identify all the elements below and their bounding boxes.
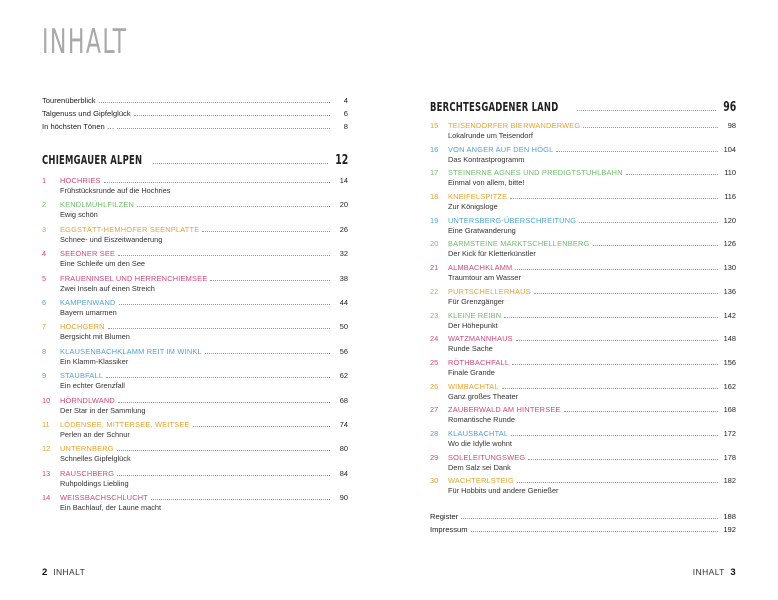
tour-number: 30 — [430, 476, 439, 486]
leader-dots — [528, 459, 718, 460]
tour-entry[interactable] — [430, 382, 736, 401]
tour-number: 12 — [42, 444, 51, 454]
tour-page: 62 — [339, 371, 348, 381]
tour-name: KENDLMÜHLFILZEN — [60, 200, 135, 210]
tour-name: TEISENDORFER BIERWANDERWEG — [448, 121, 581, 130]
tour-number: 21 — [430, 263, 439, 273]
leader-dots — [108, 328, 330, 329]
tour-entry[interactable] — [42, 420, 348, 439]
tour-name: UNTERSBERG-ÜBERSCHREITUNG — [448, 215, 577, 225]
leader-dots — [118, 255, 330, 256]
tour-subtitle: Ein Bachlauf, der Laune macht — [60, 503, 162, 513]
leader-dots — [117, 475, 330, 476]
tour-entry[interactable] — [430, 239, 736, 258]
tour-entry[interactable] — [430, 168, 736, 187]
berchtesgaden-list — [430, 121, 736, 495]
tour-subtitle: Das Kontrastprogramm — [448, 154, 525, 164]
chiemgau-list — [42, 176, 348, 512]
tour-number: 22 — [430, 286, 439, 296]
leader-dots — [117, 128, 330, 129]
leader-dots — [151, 499, 330, 500]
tour-page: 74 — [339, 419, 348, 429]
tour-entry[interactable] — [42, 444, 348, 463]
tour-subtitle: Der Höhepunkt — [448, 320, 498, 330]
tour-page: 172 — [723, 428, 736, 438]
tour-name: WATZMANNHAUS — [448, 334, 513, 344]
page-number: 3 — [730, 567, 736, 578]
left-column — [42, 96, 348, 517]
toc-row[interactable] — [430, 512, 736, 522]
leader-dots — [210, 280, 330, 281]
tour-number: 23 — [430, 310, 439, 320]
leader-dots — [99, 102, 330, 103]
toc-row[interactable] — [42, 122, 348, 132]
tour-entry[interactable] — [42, 298, 348, 317]
tour-subtitle: Traumtour am Wasser — [448, 273, 521, 283]
leader-dots — [118, 402, 330, 403]
tour-entry[interactable] — [430, 121, 736, 140]
leader-dots — [471, 531, 718, 532]
tour-name: KNEIFELSPITZE — [448, 192, 508, 202]
tour-name: SEEONER SEE — [60, 249, 116, 259]
leader-dots — [461, 518, 718, 519]
tour-subtitle: Runde Sache — [448, 344, 493, 354]
section-title: BERCHTESGADENER LAND — [430, 100, 559, 114]
tour-entry[interactable] — [430, 216, 736, 235]
leader-dots — [205, 353, 330, 354]
tour-subtitle: Zur Königsloge — [448, 202, 498, 212]
footer-right — [693, 567, 736, 578]
tour-subtitle: Für Grenzgänger — [448, 296, 505, 306]
section-heading-berchtesgaden[interactable] — [430, 100, 736, 115]
tour-entry[interactable] — [430, 405, 736, 424]
tour-entry[interactable] — [430, 311, 736, 330]
tour-name: KAMPENWAND — [60, 297, 116, 307]
toc-page: 188 — [723, 512, 736, 521]
tour-number: 4 — [42, 249, 47, 259]
tour-subtitle: Der Star in der Sammlung — [60, 405, 146, 415]
toc-label: Talgenuss und Gipfelglück — [42, 109, 134, 119]
tour-number: 25 — [430, 357, 439, 367]
tour-page: 110 — [724, 168, 736, 178]
tour-entry[interactable] — [42, 371, 348, 390]
tour-page: 50 — [339, 322, 348, 332]
tour-name: LÖDENSEE, MITTERSEE, WEITSEE — [60, 419, 190, 429]
tour-name: KLEINE REIBN — [448, 310, 502, 320]
tour-subtitle: Frühstücksrunde auf die Hochries — [60, 186, 171, 195]
tour-name: EGGSTÄTT-HEMHOFER SEENPLATTE — [60, 224, 200, 234]
leader-dots — [510, 198, 718, 199]
tour-subtitle: Einmal von allem, bitte! — [448, 178, 525, 188]
leader-dots — [137, 206, 330, 207]
leader-dots — [564, 411, 718, 412]
tour-subtitle: Ein echter Grenzfall — [60, 381, 125, 391]
tour-subtitle: Eine Gratwanderung — [448, 225, 516, 235]
tour-name: SOLELEITUNGSWEG — [448, 452, 526, 462]
tour-number: 14 — [42, 493, 51, 503]
tour-number: 8 — [42, 346, 47, 356]
tour-name: KLAUSENBACHKLAMM REIT IM WINKL — [60, 346, 202, 356]
tour-number: 15 — [430, 121, 439, 130]
footer-label: INHALT — [692, 567, 725, 577]
section-heading-chiemgau[interactable] — [42, 153, 348, 168]
toc-row[interactable] — [42, 96, 348, 106]
tour-subtitle: Schnelles Gipfelglück — [60, 454, 131, 464]
tour-page: 38 — [339, 273, 348, 283]
tour-entry[interactable] — [430, 429, 736, 448]
page-title: INHALT — [42, 22, 128, 62]
tour-name: KLAUSBACHTAL — [448, 428, 509, 438]
leader-dots — [579, 222, 718, 223]
tour-subtitle: Für Hobbits und andere Genießer — [448, 486, 559, 496]
tour-page: 120 — [723, 215, 736, 225]
toc-label: Tourenüberblick — [42, 96, 99, 106]
tour-page: 136 — [723, 286, 736, 296]
tour-number: 27 — [430, 405, 439, 415]
tour-entry[interactable] — [42, 176, 348, 195]
tour-subtitle: Ewig schön — [60, 210, 98, 220]
tour-entry[interactable] — [42, 274, 348, 293]
tour-subtitle: Perlen an der Schnur — [60, 429, 130, 439]
tour-page: 168 — [723, 405, 736, 415]
tour-subtitle: Wo die Idylle wohnt — [448, 438, 512, 448]
tour-entry[interactable] — [430, 453, 736, 472]
leader-dots — [502, 388, 718, 389]
tour-subtitle: Der Kick für Kletterkünstler — [448, 249, 536, 259]
tour-name: ZAUBERWALD AM HINTERSEE — [448, 405, 561, 415]
tour-subtitle: Bayern umarmen — [60, 307, 117, 317]
tour-name: WIMBACHTAL — [448, 381, 499, 391]
tour-subtitle: Zwei Inseln auf einen Streich — [60, 283, 155, 293]
toc-page: 192 — [723, 525, 736, 534]
tour-number: 3 — [42, 224, 47, 234]
tour-entry[interactable] — [42, 249, 348, 268]
tour-page: 44 — [339, 297, 348, 307]
tour-name: HOCHRIES — [60, 176, 101, 185]
tour-entry[interactable] — [430, 358, 736, 377]
tour-number: 17 — [430, 168, 439, 178]
tour-page: 84 — [339, 468, 348, 478]
tour-name: BARMSTEINE MARKTSCHELLENBERG — [448, 239, 590, 249]
tour-page: 156 — [723, 357, 736, 367]
tour-number: 5 — [42, 273, 47, 283]
tour-page: 162 — [723, 381, 736, 391]
tour-subtitle: Eine Schleife um den See — [60, 259, 146, 269]
tour-name: ALMBACHKLAMM — [448, 263, 513, 273]
toc-row[interactable] — [42, 109, 348, 119]
tour-page: 56 — [339, 346, 348, 356]
leader-dots — [583, 127, 718, 128]
tour-page: 26 — [339, 224, 348, 234]
tour-entry[interactable] — [430, 334, 736, 353]
leader-dots — [556, 151, 718, 152]
tour-entry[interactable] — [42, 225, 348, 244]
tour-page: 116 — [724, 192, 736, 202]
tour-page: 182 — [723, 476, 736, 486]
tour-page: 20 — [339, 200, 348, 210]
tour-name: STEINERNE AGNES UND PREDIGTSTUHLBAHN — [448, 168, 623, 178]
tour-subtitle: Finale Grande — [448, 367, 495, 377]
footer-left — [42, 567, 85, 578]
tour-number: 16 — [430, 144, 439, 154]
tour-page: 130 — [723, 263, 736, 273]
tour-name: PURTSCHELLERHAUS — [448, 286, 531, 296]
tour-number: 1 — [42, 176, 47, 185]
tour-entry[interactable] — [430, 145, 736, 164]
tour-subtitle: Schnee- und Eiszeitwanderung — [60, 234, 163, 244]
tour-name: WEISSBACHSCHLUCHT — [60, 493, 148, 503]
leader-dots — [626, 174, 718, 175]
tour-entry[interactable] — [42, 322, 348, 341]
leader-dots — [119, 304, 330, 305]
toc-page: 8 — [343, 122, 348, 131]
tour-entry[interactable] — [430, 287, 736, 306]
tour-page: 178 — [723, 452, 736, 462]
right-column — [430, 100, 736, 538]
leader-dots — [516, 340, 718, 341]
tour-page: 98 — [727, 121, 736, 130]
tour-name: WACHTERLSTEIG — [448, 476, 514, 486]
tour-name: VON ANGER AUF DEN HÖGL — [448, 144, 554, 154]
tour-page: 148 — [723, 334, 736, 344]
tour-name: STAUBFALL — [60, 371, 104, 381]
tour-number: 28 — [430, 428, 439, 438]
tour-page: 80 — [339, 444, 348, 454]
page-number: 2 — [42, 567, 48, 578]
tour-page: 32 — [339, 249, 348, 259]
tour-page: 142 — [723, 310, 736, 320]
leader-dots — [511, 435, 718, 436]
tour-name: UNTERNBERG — [60, 444, 114, 454]
tour-entry[interactable] — [430, 476, 736, 495]
tour-entry[interactable] — [42, 493, 348, 512]
tour-number: 11 — [42, 419, 50, 429]
tour-number: 7 — [42, 322, 47, 332]
tour-name: HOCHGERN — [60, 322, 105, 332]
toc-page: 4 — [343, 96, 348, 105]
section-title: CHIEMGAUER ALPEN — [42, 153, 143, 167]
tour-entry[interactable] — [430, 263, 736, 282]
intro-list — [42, 96, 348, 132]
toc-label: Register — [430, 512, 461, 522]
leader-dots — [106, 377, 330, 378]
tour-entry[interactable] — [42, 347, 348, 366]
leader-dots — [117, 450, 330, 451]
tour-number: 19 — [430, 215, 439, 225]
toc-page: 6 — [343, 109, 348, 118]
toc-label: In höchsten Tönen … — [42, 122, 117, 132]
leader-dots — [504, 317, 718, 318]
tour-page: 14 — [339, 176, 348, 185]
leader-dots — [193, 426, 330, 427]
tour-name: RÖTHBACHFALL — [448, 357, 510, 367]
tour-subtitle: Dem Salz sei Dank — [448, 462, 511, 472]
tour-entry[interactable] — [430, 192, 736, 211]
tour-number: 18 — [430, 192, 439, 202]
tour-number: 26 — [430, 381, 439, 391]
tour-subtitle: Ruhpoldings Liebling — [60, 478, 129, 488]
leader-dots — [577, 110, 716, 111]
tour-number: 20 — [430, 239, 439, 249]
tour-page: 104 — [723, 144, 736, 154]
leader-dots — [534, 293, 718, 294]
section-page: 96 — [722, 100, 736, 115]
tour-number: 29 — [430, 452, 439, 462]
footer-label: INHALT — [53, 567, 86, 577]
tour-entry[interactable] — [42, 200, 348, 219]
tour-name: RAUSCHBERG — [60, 468, 115, 478]
toc-row[interactable] — [430, 525, 736, 535]
leader-dots — [515, 269, 718, 270]
leader-dots — [517, 482, 718, 483]
appendix-list — [430, 512, 736, 535]
tour-number: 2 — [42, 200, 47, 210]
section-page: 12 — [334, 153, 348, 168]
tour-number: 10 — [42, 395, 51, 405]
tour-page: 90 — [339, 493, 348, 503]
tour-number: 6 — [42, 297, 47, 307]
tour-name: HÖRNDLWAND — [60, 395, 115, 405]
tour-page: 68 — [339, 395, 348, 405]
tour-subtitle: Ganz großes Theater — [448, 391, 519, 401]
tour-number: 9 — [42, 371, 47, 381]
leader-dots — [593, 245, 718, 246]
toc-label: Impressum — [430, 525, 471, 535]
tour-entry[interactable] — [42, 469, 348, 488]
leader-dots — [134, 115, 330, 116]
tour-name: FRAUENINSEL UND HERRENCHIEMSEE — [60, 273, 208, 283]
tour-entry[interactable] — [42, 396, 348, 415]
tour-page: 126 — [723, 239, 736, 249]
leader-dots — [104, 182, 330, 183]
leader-dots — [153, 163, 328, 164]
tour-number: 13 — [42, 468, 51, 478]
tour-subtitle: Bergsicht mit Blumen — [60, 332, 130, 342]
leader-dots — [202, 231, 330, 232]
tour-subtitle: Romantische Runde — [448, 415, 515, 425]
tour-subtitle: Lokalrunde um Teisendorf — [448, 131, 533, 140]
leader-dots — [512, 364, 718, 365]
tour-subtitle: Ein Klamm-Klassiker — [60, 356, 129, 366]
tour-number: 24 — [430, 334, 439, 344]
